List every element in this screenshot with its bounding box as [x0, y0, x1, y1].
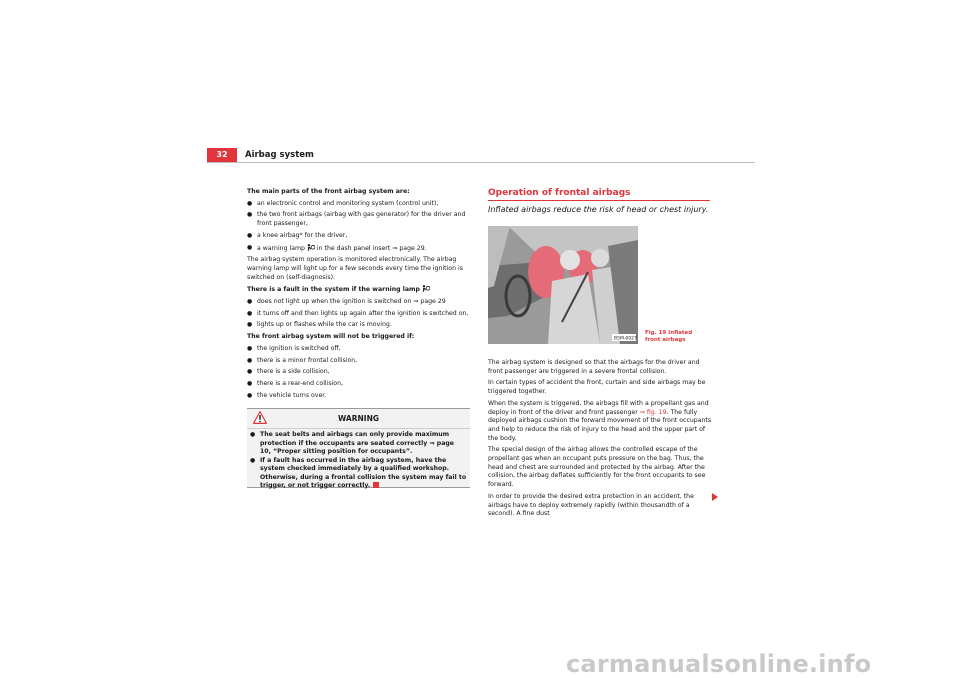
lamp-text-pre: a warning lamp [257, 244, 305, 252]
paragraph-text: When the system is triggered, the airbags fill with a propellant gas and deploy in front of the driver and front passenger [488, 399, 709, 416]
warning-item [250, 457, 467, 491]
list-item: ● the ignition is switched off, [247, 345, 472, 354]
section-end-icon [373, 482, 379, 488]
list-item [247, 244, 472, 254]
warning-title: WARNING [337, 414, 379, 423]
section-title-rule [488, 200, 710, 201]
parts-heading: The main parts of the front airbag system are: [247, 188, 410, 195]
list-item: ● the vehicle turns over. [247, 392, 472, 401]
list-item: ● does not light up when the ignition is switched on ⇒ page 29 [247, 298, 472, 307]
section-subtitle: Inflated airbags reduce the risk of head or chest injury. [488, 205, 709, 214]
figure-inflated-airbags [488, 226, 638, 344]
list-item: ● an electronic control and monitoring system (control unit), [247, 200, 472, 209]
list-item: ● there is a minor frontal collision, [247, 357, 472, 366]
list-item: ● there is a rear-end collision, [247, 380, 472, 389]
figure-reference-link[interactable]: ⇒ fig. 19 [639, 408, 667, 416]
paragraph: The airbag system is designed so that the airbags for the driver and front passenger are triggered in a severe frontal collision. [488, 359, 700, 375]
airbag-warning-lamp-icon [307, 244, 315, 251]
paragraph [488, 400, 713, 444]
not-trigger-heading: The front airbag system will not be triggered if: [247, 333, 415, 341]
lamp-text-post: in the dash panel insert ⇒ page 29. [316, 244, 427, 252]
paragraph: In order to provide the desired extra protection in an accident, the airbags have to deploy extremely rapidly (within thousandth of a second). A fine dust [488, 492, 694, 518]
warning-body [250, 431, 467, 491]
figure-caption: Fig. 19 Inflated front airbags [645, 330, 693, 343]
section-title: Operation of frontal airbags [488, 188, 631, 198]
warning-box [247, 408, 470, 488]
fault-heading-text: There is a fault in the system if the warning lamp [247, 286, 420, 294]
figure-code: B5M-0027 [614, 336, 637, 342]
list-item: ● there is a side collision, [247, 368, 472, 377]
warning-header [247, 409, 470, 428]
paragraph: In certain types of accident the front, curtain and side airbags may be triggered together. [488, 379, 706, 396]
list-item: ● the two front airbags (airbag with gas generator) for the driver and front passenger, [247, 211, 472, 228]
warning-item-text: If a fault has occurred in the airbag system, have the system checked immediately by a qualified workshop. Otherwise, during a frontal collision the system may fail to trigger, or not trigger correctly. [260, 456, 467, 489]
header-rule [207, 162, 755, 163]
right-column [488, 359, 713, 522]
continue-arrow-icon [711, 493, 719, 501]
list-item: ● a knee airbag* for the driver, [247, 232, 472, 241]
warning-item: ● The seat belts and airbags can only provide maximum protection if the occupants are seated correctly ⇒ page 10, “Proper sitting position for occupants”. [250, 431, 467, 457]
running-header-title: Airbag system [245, 150, 314, 160]
list-item: ● it turns off and then lights up again after the ignition is switched on, [247, 310, 472, 319]
left-column [247, 188, 472, 403]
airbag-warning-lamp-icon [422, 285, 430, 292]
watermark: carmanualsonline.info [566, 650, 872, 678]
paragraph-text: . The fully deployed airbags cushion the forward movement of the front occupants and help to reduce the risk of injury to the head and the upper part of the body. [488, 408, 712, 442]
page-number: 32 [207, 148, 237, 162]
warning-divider [247, 428, 470, 429]
fault-heading [247, 285, 472, 295]
paragraph: The special design of the airbag allows the controlled escape of the propellant gas when an occupant puts pressure on the bag. Thus, the head and chest are surrounded and protected by the airbag. After the collision, the airbag deflates sufficiently for the front occupants to see forward. [488, 446, 706, 489]
monitor-paragraph: The airbag system operation is monitored electronically. The airbag warning lamp will light up for a few seconds every time the ignition is switched on (self-diagnosis). [247, 256, 463, 281]
list-item: ● lights up or flashes while the car is moving. [247, 321, 472, 330]
